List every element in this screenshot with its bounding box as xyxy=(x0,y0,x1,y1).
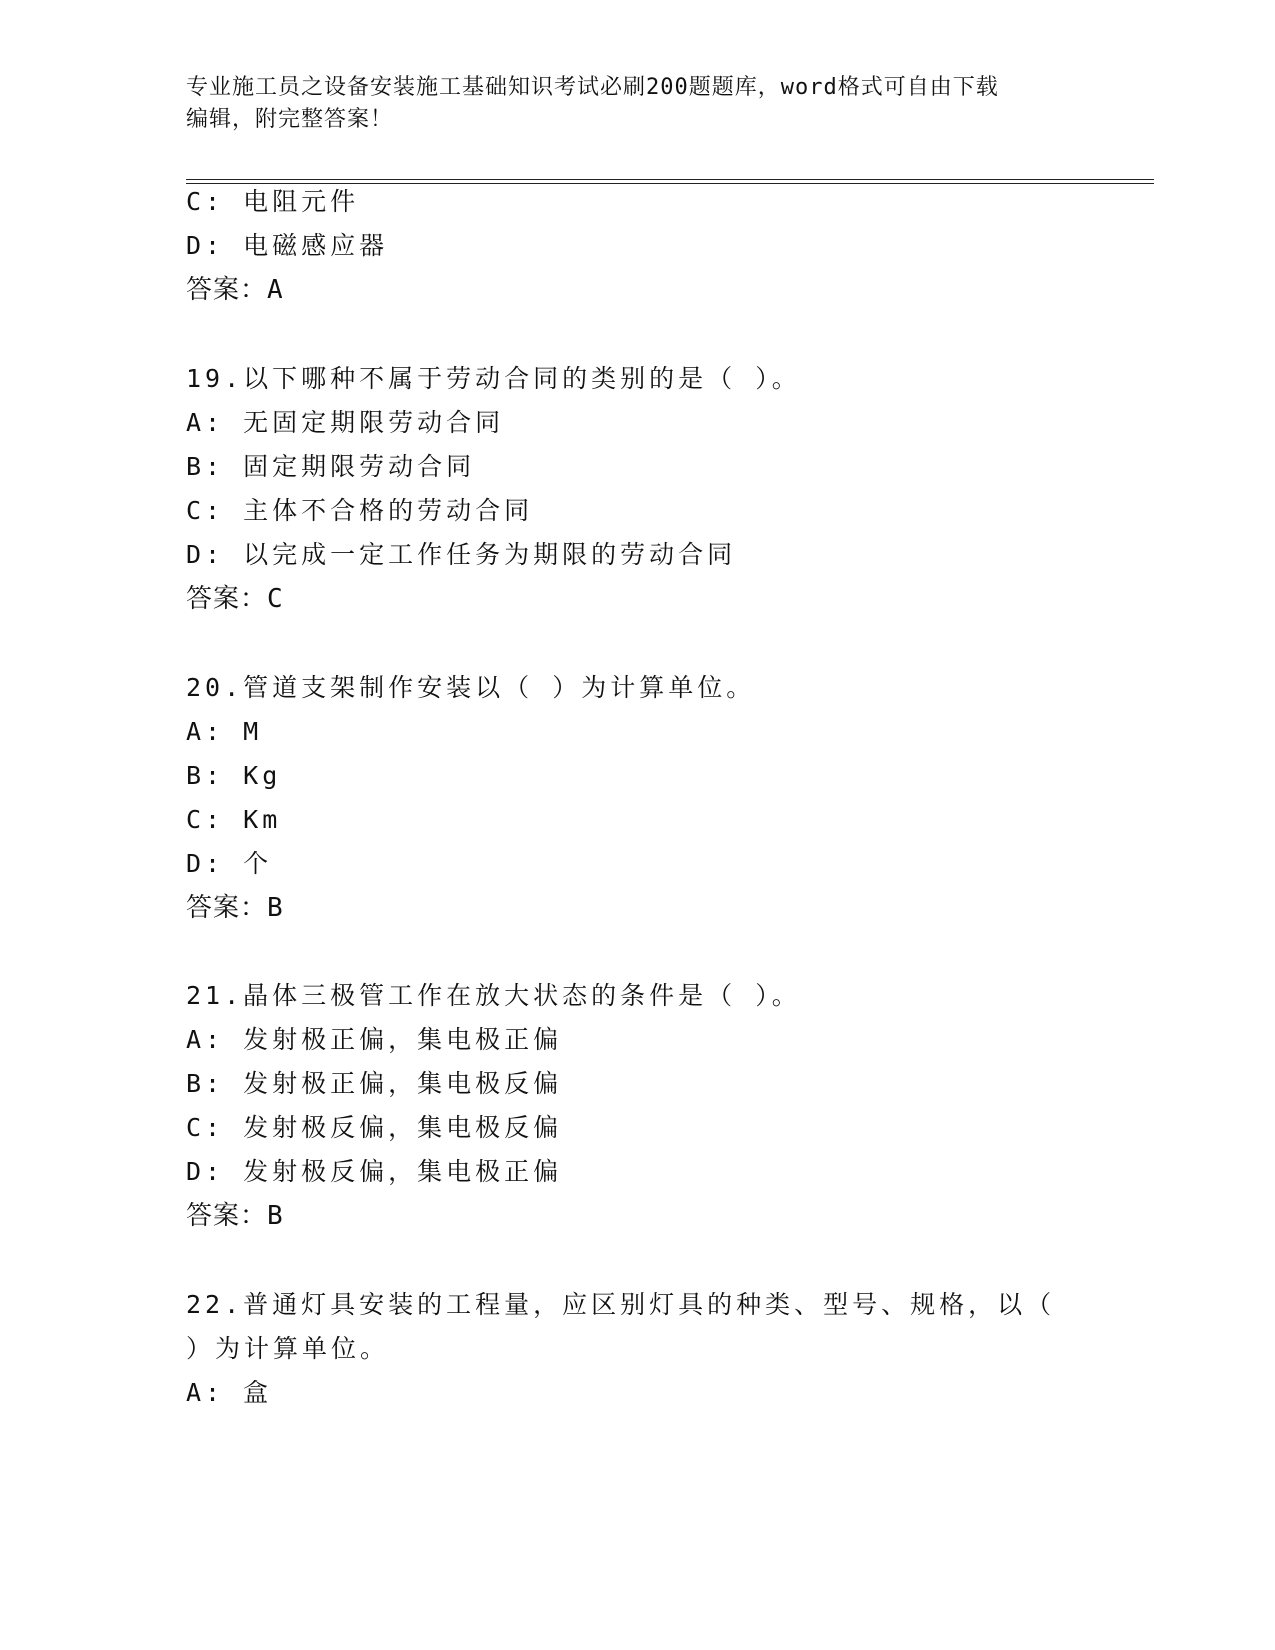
document-title xyxy=(186,72,1086,136)
option-a: A: 盒 xyxy=(186,1378,273,1407)
answer-label: 答案： xyxy=(186,1201,268,1231)
answer-line xyxy=(186,891,284,925)
answer-line xyxy=(186,582,284,616)
option-b: B: 固定期限劳动合同 xyxy=(186,452,476,481)
answer-line xyxy=(186,1199,284,1233)
option-a: A: M xyxy=(186,717,263,746)
question-text: 21.晶体三极管工作在放大状态的条件是（ ）。 xyxy=(186,981,801,1010)
header-rule-bottom xyxy=(186,183,1154,184)
option-d: D: 发射极反偏，集电极正偏 xyxy=(186,1157,563,1186)
answer-value: B xyxy=(267,1201,284,1231)
option-a: A: 无固定期限劳动合同 xyxy=(186,408,505,437)
answer-label: 答案： xyxy=(186,275,268,305)
option-b: B: Kg xyxy=(186,761,282,790)
header-rule-top xyxy=(186,179,1154,180)
answer-label: 答案： xyxy=(186,893,268,923)
option-c: C: 发射极反偏，集电极反偏 xyxy=(186,1113,563,1142)
option-d: D: 以完成一定工作任务为期限的劳动合同 xyxy=(186,540,737,569)
question-text: 19.以下哪种不属于劳动合同的类别的是（ ）。 xyxy=(186,364,801,393)
answer-value: C xyxy=(267,584,284,614)
answer-line xyxy=(186,273,284,307)
question-text-line2: ）为计算单位。 xyxy=(186,1334,390,1363)
option-d: D: 个 xyxy=(186,849,273,878)
question-text: 20.管道支架制作安装以（ ）为计算单位。 xyxy=(186,673,756,702)
answer-value: B xyxy=(267,893,284,923)
option-c: C: 电阻元件 xyxy=(186,187,360,216)
document-title-line1: 专业施工员之设备安装施工基础知识考试必刷200题题库，word格式可自由下载 xyxy=(186,75,999,100)
document-title-line2: 编辑，附完整答案！ xyxy=(186,107,394,132)
option-c: C: 主体不合格的劳动合同 xyxy=(186,496,534,525)
option-b: B: 发射极正偏，集电极反偏 xyxy=(186,1069,563,1098)
option-a: A: 发射极正偏，集电极正偏 xyxy=(186,1025,563,1054)
question-text-line1: 22.普通灯具安装的工程量，应区别灯具的种类、型号、规格，以（ xyxy=(186,1290,1056,1319)
answer-value: A xyxy=(267,275,284,305)
option-c: C: Km xyxy=(186,805,282,834)
option-d: D: 电磁感应器 xyxy=(186,231,389,260)
answer-label: 答案： xyxy=(186,584,268,614)
